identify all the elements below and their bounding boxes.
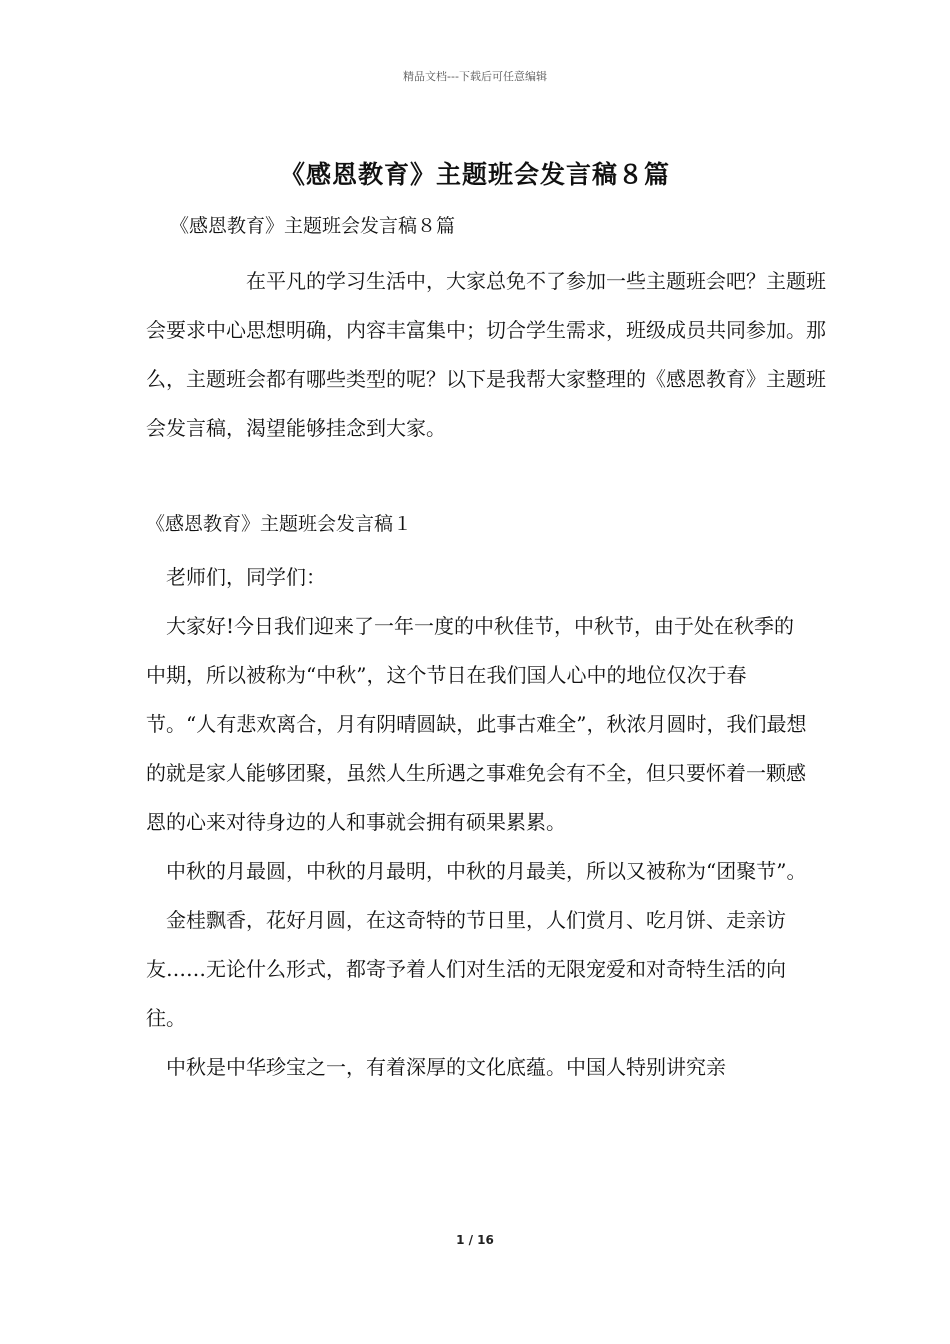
paragraph: 大家好!今日我们迎来了一年一度的中秋佳节，中秋节，由于处在秋季的中期，所以被称为“中秋”，这个节日在我们国人心中的地位仅次于春节。“人有悲欢离合，月有阴晴圆缺，此事古难全”，秋浓月圆时，我们最想的就是家人能够团聚，虽然人生所遇之事难免会有不全，但只要怀着一颗感恩的心来对待身边的人和事就会拥有硕果累累。 (146, 614, 807, 834)
intro-paragraph (146, 257, 826, 453)
page-header: 精品文档---下载后可任意编辑 (403, 70, 547, 83)
paragraph: 金桂飘香，花好月圆，在这奇特的节日里，人们赏月、吃月饼、走亲访友……无论什么形式，都寄予着人们对生活的无限宠爱和对奇特生活的向往。 (146, 908, 786, 1030)
page-indicator: 1 / 16 (456, 1233, 494, 1247)
document-subtitle: 《感恩教育》主题班会发言稿８篇 (170, 215, 456, 237)
document-title: 《感恩教育》主题班会发言稿８篇 (279, 160, 670, 189)
intro-text: 在平凡的学习生活中，大家总免不了参加一些主题班会吧？主题班会要求中心思想明确，内容丰富集中；切合学生需求，班级成员共同参加。那么，主题班会都有哪些类型的呢？以下是我帮大家整理的《感恩教育》主题班会发言稿，渴望能够挂念到大家。 (146, 269, 826, 440)
section-title: 《感恩教育》主题班会发言稿１ (146, 513, 413, 535)
paragraph: 中秋是中华珍宝之一，有着深厚的文化底蕴。中国人特别讲究亲 (166, 1055, 726, 1079)
paragraph: 中秋的月最圆，中秋的月最明，中秋的月最美，所以又被称为“团聚节”。 (166, 859, 807, 883)
document-body (146, 553, 811, 1092)
paragraph-greeting: 老师们，同学们： (166, 565, 326, 589)
